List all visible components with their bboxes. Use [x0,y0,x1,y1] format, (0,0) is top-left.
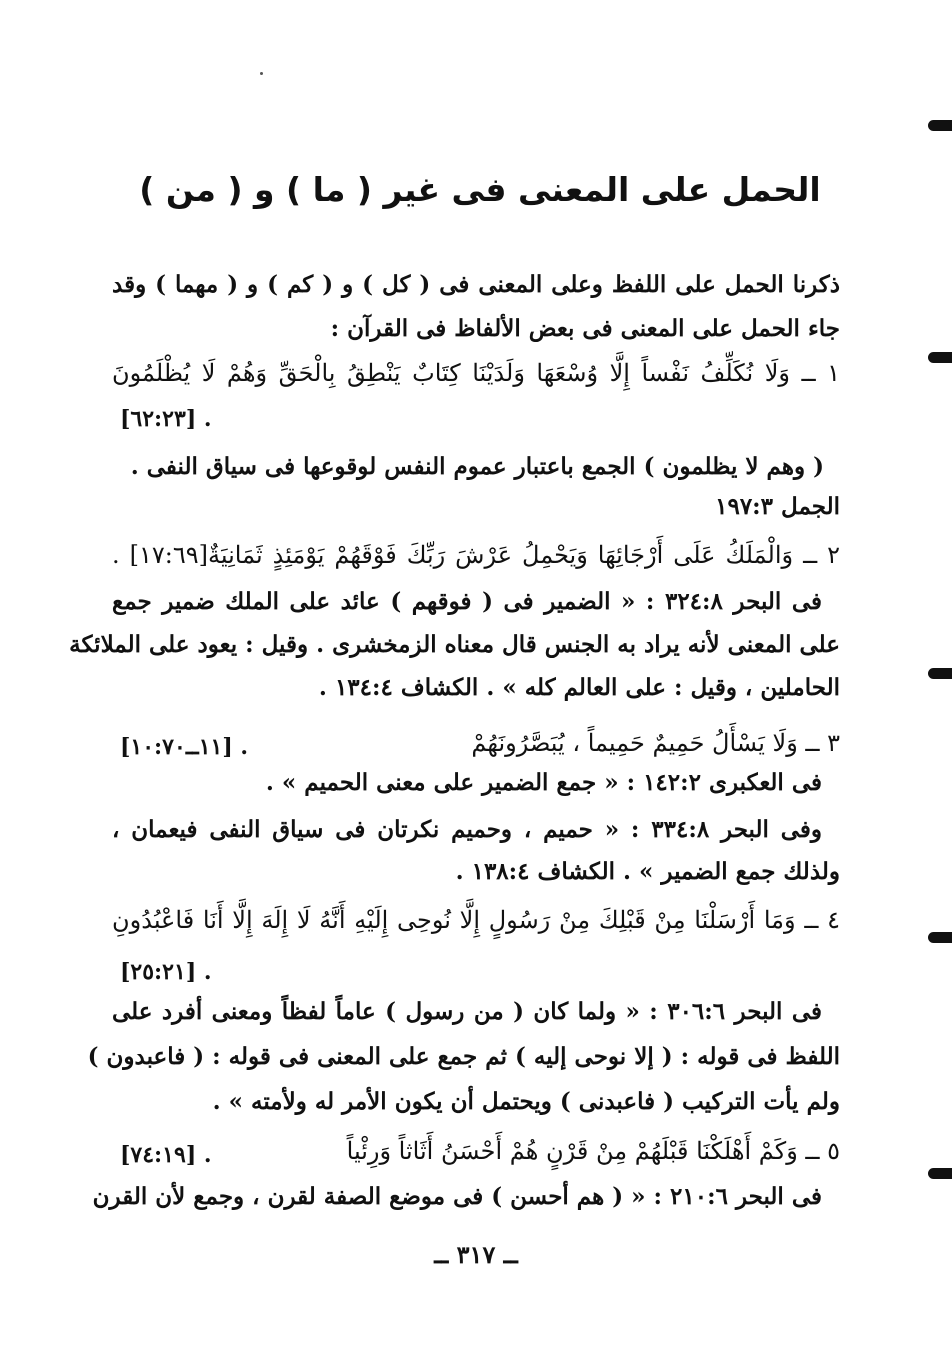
page-number: ــ ٣١٧ ــ [434,1240,518,1269]
binding-mark [928,120,952,131]
verse-line: ٣ ــ وَلَا يَسْأَلُ حَمِيمٌ حَمِيماً ، يُبَصَّرُونَهُمْ [471,729,840,757]
verse-line: ٤ ــ وَمَا أَرْسَلْنَا مِنْ قَبْلِكَ مِنْ رَسُولٍ إِلَّا نُوحِى إِلَيْهِ أَنَّهُ لَا إِلَهَ إِلَّا أَنَا فَاعْبُدُونِ [112,906,840,934]
verse-reference: [١١ــ١٠:٧٠] . [120,734,249,760]
binding-mark [928,932,952,943]
text-line: ولذلك جمع الضمير » . الكشاف ١٣٨:٤ . [455,858,840,885]
binding-mark [928,668,952,679]
text-line: على المعنى لأنه يراد به الجنس قال معناه الزمخشرى . وقيل : يعود على الملائكة [69,631,840,658]
verse-reference: [٧٤:١٩] . [120,1142,212,1168]
binding-mark [928,352,952,363]
text-line: ولم يأت التركيب ( فاعبدنى ) ويحتمل أن يكون الأمر له ولأمته » . [212,1088,840,1115]
verse-line: ٢ ــ وَالْمَلَكُ عَلَى أَرْجَائِهَا وَيَحْمِلُ عَرْشَ رَبِّكَ فَوْقَهُمْ يَوْمَئِذٍ ثَمَانِيَةٌ[١٧:٦٩] . [112,541,840,569]
verse-reference: [٢٥:٢١] . [120,959,212,985]
text-line: فى البحر ٣٠٦:٦ : « ولما كان ( من رسول ) عاماً لفظاً ومعنى أفرد على [112,998,823,1025]
text-line: فى البحر ٢١٠:٦ : « ( هم أحسن ) فى موضع الصفة لقرن ، وجمع لأن القرن [92,1183,822,1210]
text-line: ( وهم لا يظلمون ) الجمع باعتبار عموم النفس لوقوعها فى سياق النفى . [130,453,824,480]
page-title: الحمل على المعنى فى غير ( ما ) و ( من ) [139,170,821,209]
verse-line: ١ ــ وَلَا نُكَلِّفُ نَفْساً إِلَّا وُسْعَهَا وَلَدَيْنَا كِتَابٌ يَنْطِقُ بِالْحَقِّ وَهُمْ لَا يُظْلَمُونَ [112,359,840,387]
text-line: اللفظ فى قوله : ( إلا نوحى إليه ) ثم جمع على المعنى فى قوله : ( فاعبدون ) [87,1043,840,1070]
verse-line: ٥ ــ وَكَمْ أَهْلَكْنَا قَبْلَهُمْ مِنْ قَرْنٍ هُمْ أَحْسَنُ أَثَاثاً وَرِئْياً [346,1137,840,1165]
text-line: فى العكبرى ١٤٢:٢ : « جمع الضمير على معنى الحميم » . [265,769,822,796]
text-line: فى البحر ٣٢٤:٨ : « الضمير فى ( فوقهم ) عائد على الملك ضمير جمع [112,588,822,615]
text-line: الحاملين ، وقيل : على العالم كله » . الكشاف ١٣٤:٤ . [318,674,840,701]
verse-reference: [٦٢:٢٣] . [120,406,212,432]
text-line: ذكرنا الحمل على اللفظ وعلى المعنى فى ( كل ) و ( كم ) و ( مهما ) وقد [112,271,840,298]
text-line: الجمل ١٩٧:٣ [715,493,840,520]
text-line: جاء الحمل على المعنى فى بعض الألفاظ فى القرآن : [330,315,840,342]
text-line: وفى البحر ٣٣٤:٨ : « حميم ، وحميم نكرتان فى سياق النفى فيعمان ، [112,816,822,843]
paper-speck [260,72,263,75]
binding-mark [928,1168,952,1179]
